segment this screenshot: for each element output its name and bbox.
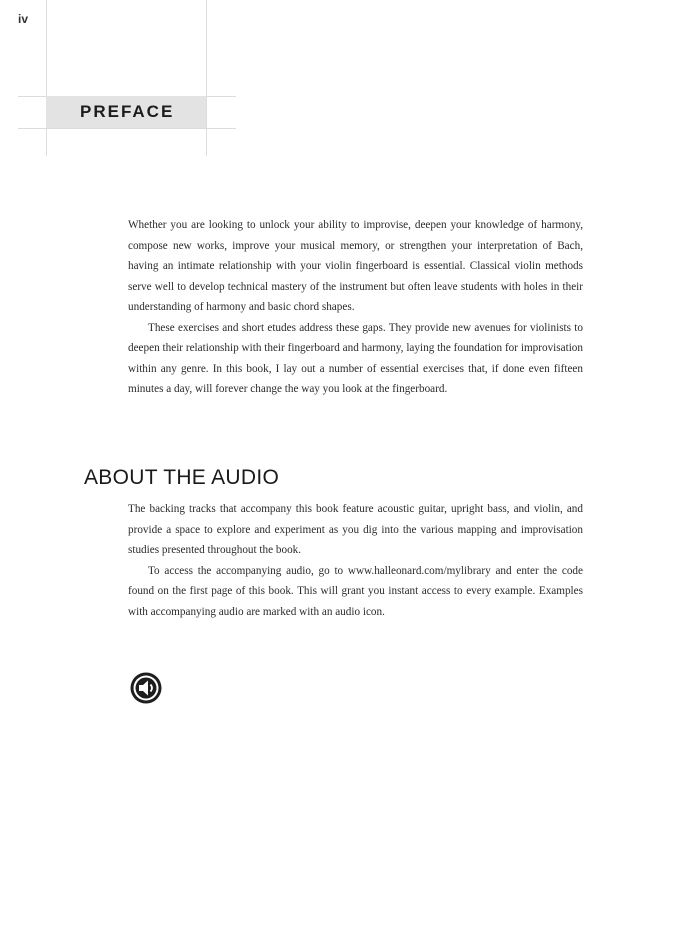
about-audio-heading: ABOUT THE AUDIO [84, 466, 280, 489]
guide-line-bottom [18, 128, 236, 129]
preface-body [128, 215, 583, 400]
page-number: iv [18, 12, 29, 26]
guide-line-left [46, 0, 47, 156]
preface-paragraph-2: These exercises and short etudes address these gaps. They provide new avenues for violinists to deepen their relationship with their fingerboard and harmony, laying the foundation for improvisation within any genre. In this book, I lay out a number of essential exercises that, if done even fifteen minutes a day, will forever change the way you look at the fingerboard. [128, 321, 583, 395]
about-audio-paragraph-1: The backing tracks that accompany this book feature acoustic guitar, upright bass, and violin, and provide a space to explore and experiment as you dig into the various mapping and improvisation studies presented throughout the book. [128, 503, 583, 556]
preface-paragraph-1: Whether you are looking to unlock your ability to improvise, deepen your knowledge of harmony, compose new works, improve your musical memory, or strengthen your interpretation of Bach, having an intimate relationship with your violin fingerboard is essential. Classical violin methods serve well to develop technical mastery of the instrument but often leave students with holes in their understanding of harmony and basic chord shapes. [128, 219, 583, 313]
guide-line-right [206, 0, 207, 156]
about-audio-body [128, 499, 583, 622]
preface-title: PREFACE [80, 102, 175, 121]
audio-speaker-icon [129, 671, 163, 705]
about-audio-paragraph-2: To access the accompanying audio, go to www.halleonard.com/mylibrary and enter the code found on the first page of this book. This will grant you instant access to every example. Examples with accompanying audio are marked with an audio icon. [128, 564, 583, 618]
